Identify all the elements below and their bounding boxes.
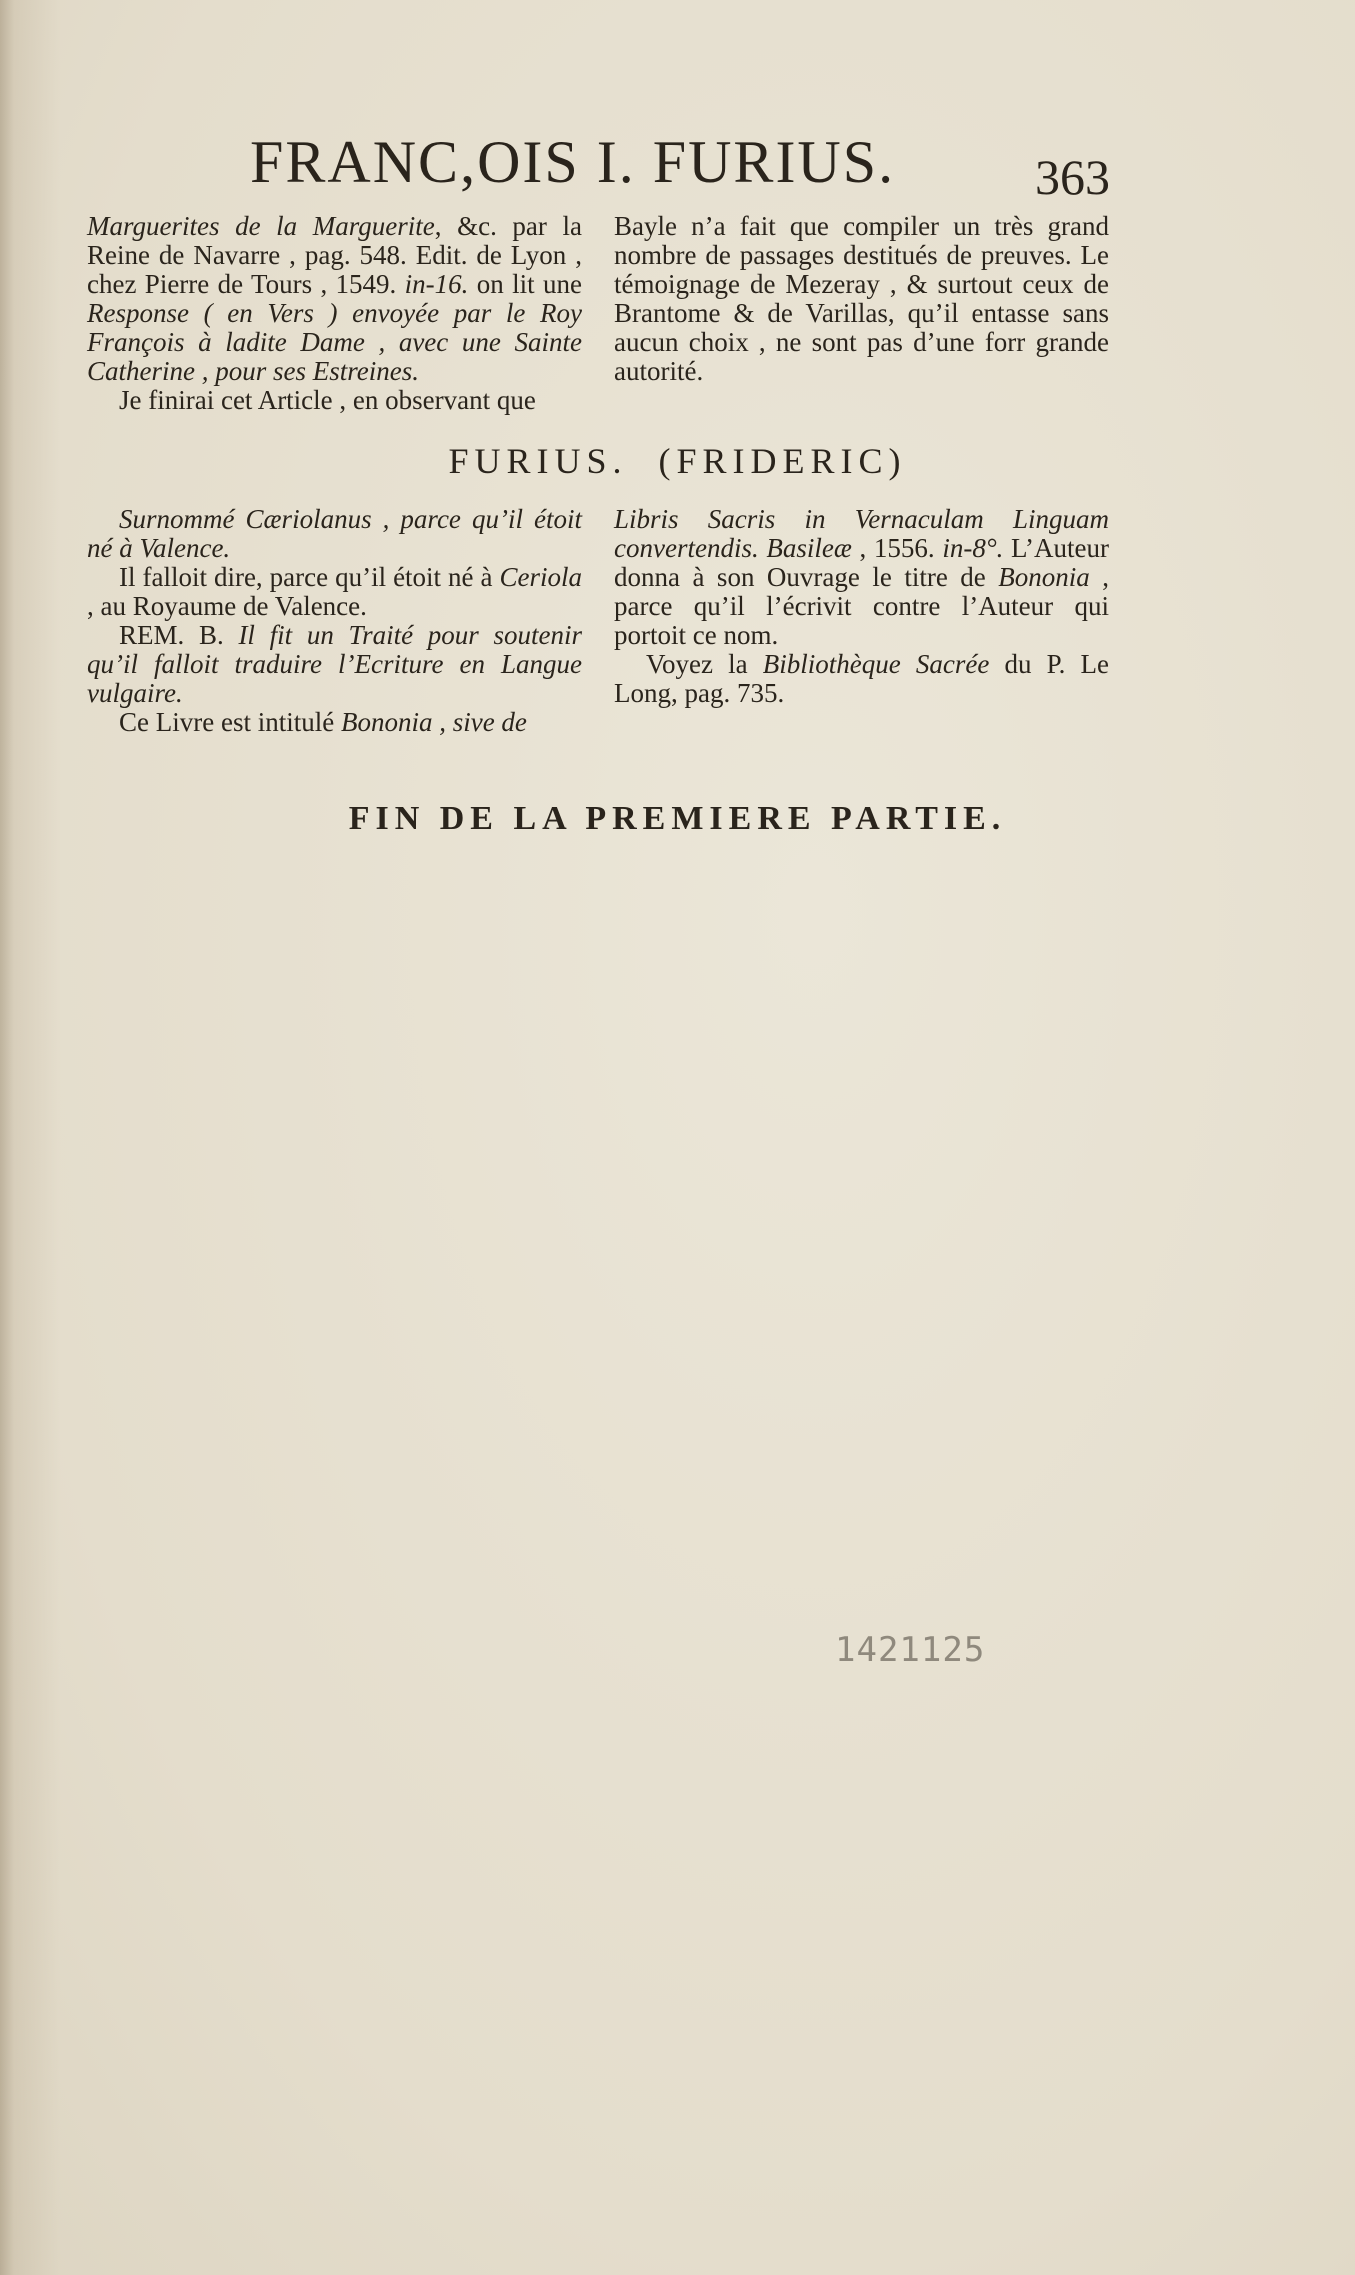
- correction-paragraph: Il falloit dire, parce qu’il étoit né à Ceriola , au Royaume de Valence.: [87, 562, 582, 621]
- book-title-paragraph: Ce Livre est intitulé Bononia , sive de: [119, 707, 527, 737]
- page-number: 363: [1035, 149, 1110, 205]
- closing-remark: Je finirai cet Article , en observant que: [119, 385, 536, 415]
- reference-paragraph: Voyez la Bibliothèque Sacrée du P. Le Long, pag. 735.: [614, 649, 1109, 708]
- running-title: FRANC,OIS I. FURIUS.: [250, 129, 896, 195]
- surname-paragraph: Surnommé Cæriolanus , parce qu’il étoit né à Valence.: [87, 504, 582, 563]
- remark-paragraph: REM. B. Il fit un Traité pour soutenir qu’il falloit traduire l’Ecriture en Langue vulgaire.: [87, 620, 582, 708]
- left-column: [87, 212, 582, 415]
- book-details-paragraph: Libris Sacris in Vernaculam Linguam convertendis. Basileæ , 1556. in-8°. L’Auteur donna à son Ouvrage le titre de Bononia , parce qu’il l’écrivit contre l’Auteur qui portoit ce nom.: [614, 504, 1110, 650]
- bayle-paragraph: Bayle n’a fait que compiler un très grand nombre de passages destitués de preuves. Le témoignage de Mezeray , & surtout ceux de Brantome & de Varillas, qu’il entasse sans aucun choix , ne sont pas d’une forr grande autorité.: [614, 211, 1109, 386]
- page-header: [120, 128, 1120, 208]
- section-heading: FURIUS. (FRIDERIC): [448, 441, 907, 481]
- article-francois-end: [87, 212, 1109, 415]
- right-column: [614, 505, 1109, 737]
- left-column: [87, 505, 582, 737]
- article-furius: [87, 505, 1109, 737]
- right-column: [614, 212, 1109, 415]
- end-of-part-heading: FIN DE LA PREMIERE PARTIE.: [348, 800, 1007, 837]
- library-stamp: 1421125: [835, 1630, 986, 1670]
- citation-paragraph: Marguerites de la Marguerite, &c. par la Reine de Navarre , pag. 548. Edit. de Lyon , chez Pierre de Tours , 1549. in-16. on lit une Response ( en Vers ) envoyée par le Roy François à ladite Dame , avec une Sainte Catherine , pour ses Estreines.: [87, 211, 582, 386]
